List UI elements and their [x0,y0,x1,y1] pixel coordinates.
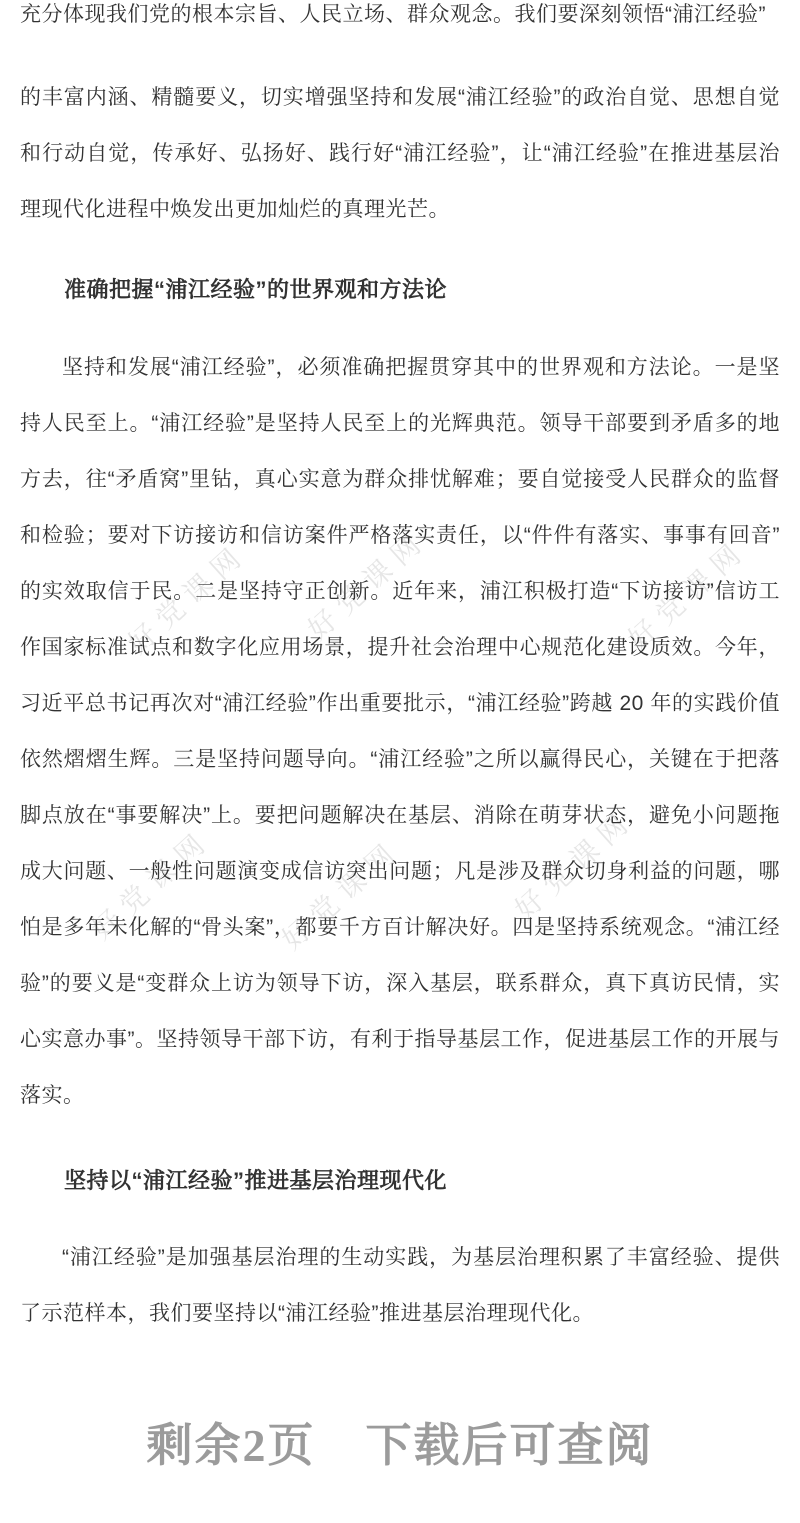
site-watermark: 好党课网 [122,537,253,660]
section-heading-modernization: 坚持以“浦江经验”推进基层治理现代化 [64,1168,448,1193]
site-watermark: 好党课网 [622,533,753,656]
site-watermark: 好党课网 [302,523,433,646]
pages-remaining-label: 剩余2页 [146,1420,316,1471]
section-heading-worldview: 准确把握“浦江经验”的世界观和方法论 [64,277,448,302]
site-watermark: 好党课网 [276,833,407,956]
preview-footer [20,1416,780,1476]
site-watermark: 好党课网 [509,803,640,926]
download-hint-label: 下载后可查阅 [365,1420,654,1471]
modernization-paragraph: “浦江经验”是加强基层治理的生动实践，为基层治理积累了丰富经验、提供了示范样本，我们要坚持以“浦江经验”推进基层治理现代化。 [20,1246,780,1325]
intro-paragraph: 的丰富内涵、精髓要义，切实增强坚持和发展“浦江经验”的政治自觉、思想自觉和行动自觉，传承好、弘扬好、践行好“浦江经验”，让“浦江经验”在推进基层治理现代化进程中焕发出更加灿烂的真理光芒。 [20,86,780,221]
continued-paragraph: 充分体现我们党的根本宗旨、人民立场、群众观念。我们要深刻领悟“浦江经验” [20,3,766,26]
worldview-paragraph: 坚持和发展“浦江经验”，必须准确把握贯穿其中的世界观和方法论。一是坚持人民至上。“浦江经验”是坚持人民至上的光辉典范。领导干部要到矛盾多的地方去，往“矛盾窝”里钻，真心实意为群众排忧解难；要自觉接受人民群众的监督和检验；要对下访接访和信访案件严格落实责任，以“件件有落实、事事有回音”的实效取信于民。二是坚持守正创新。近年来，浦江积极打造“下访接访”信访工作国家标准试点和数字化应用场景，提升社会治理中心规范化建设质效。今年，习近平总书记再次对“浦江经验”作出重要批示，“浦江经验”跨越 20 年的实践价值依然熠熠生辉。三是坚持问题导向。“浦江经验”之所以赢得民心，关键在于把落脚点放在“事要解决”上。要把问题解决在基层、消除在萌芽状态，避免小问题拖成大问题、一般性问题演变成信访突出问题；凡是涉及群众切身利益的问题，哪怕是多年未化解的“骨头案”，都要千方百计解决好。四是坚持系统观念。“浦江经验”的要义是“变群众上访为领导下访，深入基层，联系群众，真下真访民情，实心实意办事”。坚持领导干部下访，有利于指导基层工作，促进基层工作的开展与落实。 [20,356,780,1107]
site-watermark: 好党课网 [86,823,217,946]
